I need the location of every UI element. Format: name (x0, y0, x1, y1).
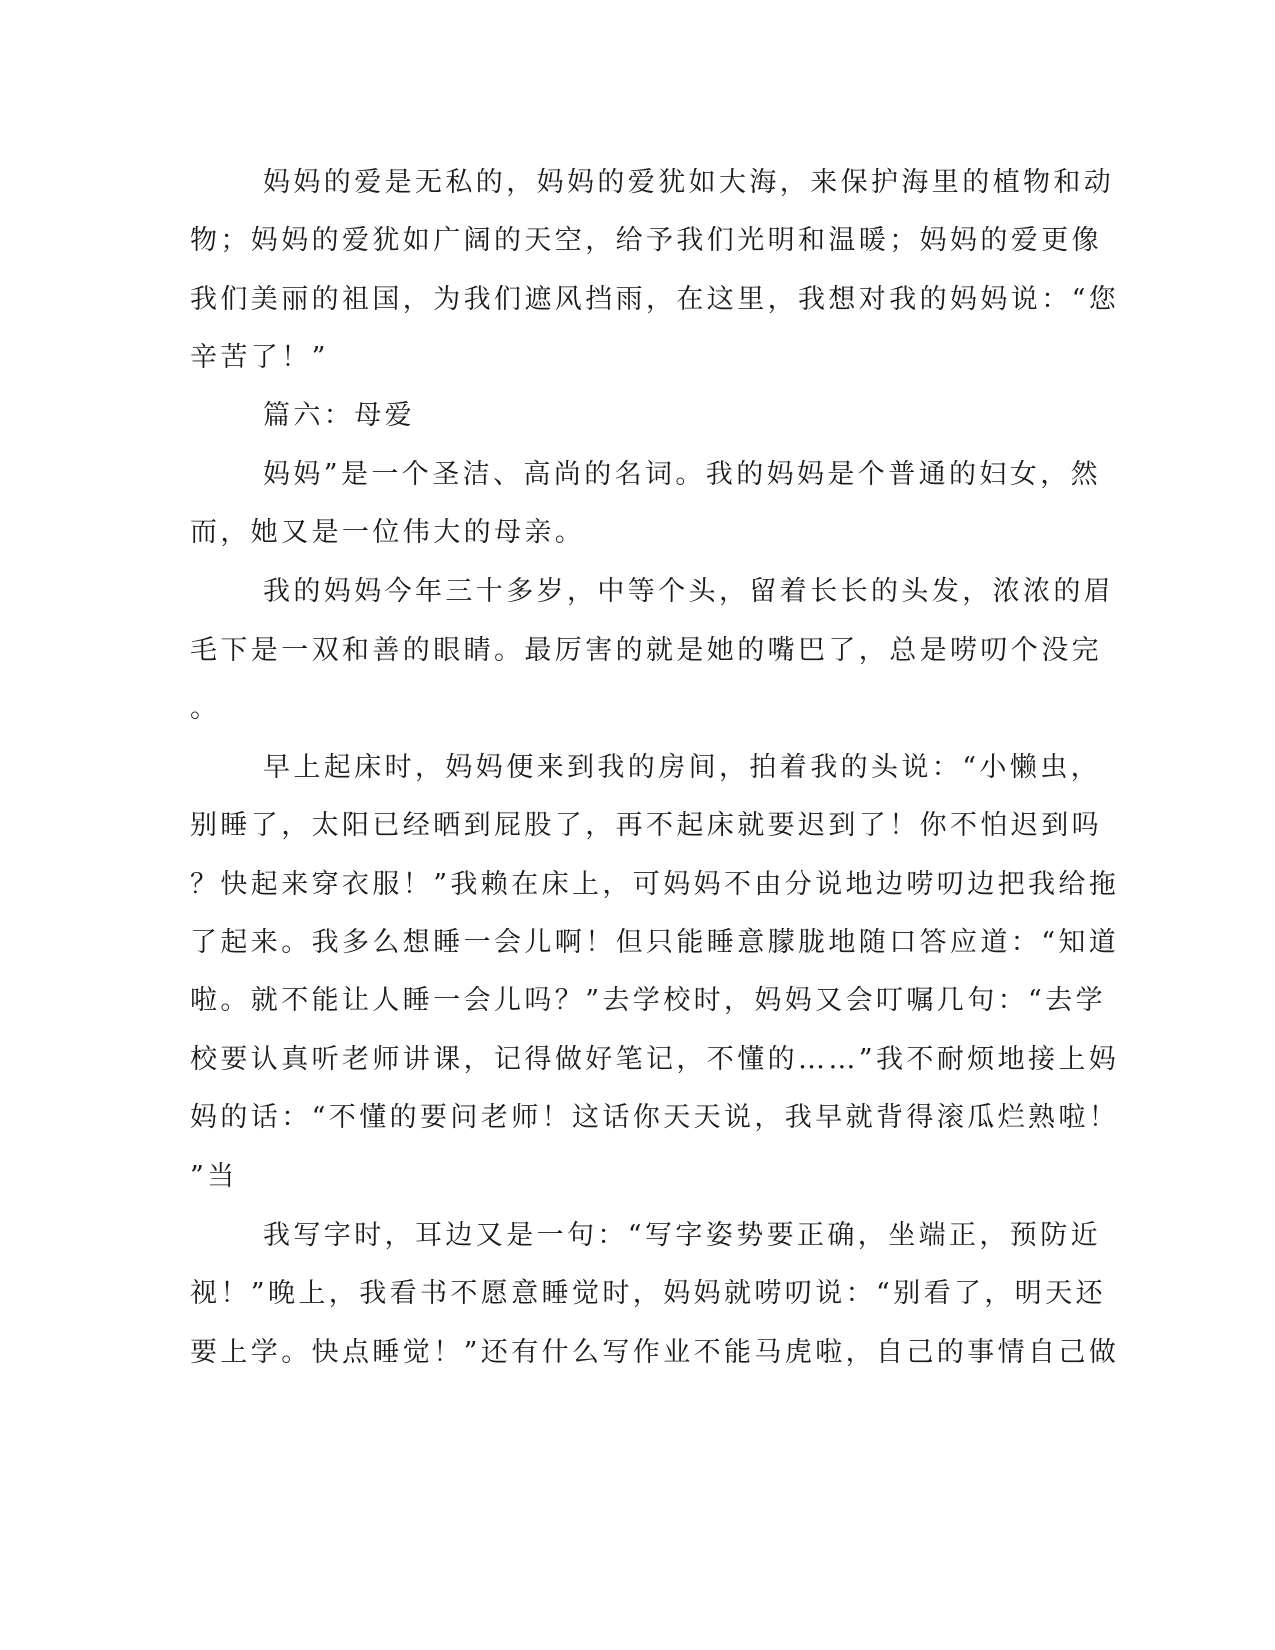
text-line: 妈妈”是一个圣洁、高尚的名词。我的妈妈是个普通的妇女，然 (263, 459, 1102, 490)
text-line: 了起来。我多么想睡一会儿啊！但只能睡意朦胧地随口答应道：“知道 (190, 927, 1120, 958)
section-heading: 篇六：母爱 (263, 400, 415, 431)
text-line: 物；妈妈的爱犹如广阔的天空，给予我们光明和温暖；妈妈的爱更像 (190, 225, 1102, 256)
text-line: 妈的话：“不懂的要问老师！这话你天天说，我早就背得滚瓜烂熟啦！ (190, 1102, 1120, 1133)
text-line: 啦。就不能让人睡一会儿吗？”去学校时，妈妈又会叮嘱几句：“去学 (190, 985, 1107, 1016)
text-line: 而，她又是一位伟大的母亲。 (190, 517, 586, 548)
text-line: 校要认真听老师讲课，记得做好笔记，不懂的……”我不耐烦地接上妈 (190, 1044, 1120, 1075)
text-line: 早上起床时，妈妈便来到我的房间，拍着我的头说：“小懒虫， (263, 752, 1102, 783)
text-line: ”当 (190, 1161, 238, 1192)
text-line: 我写字时，耳边又是一句：“写字姿势要正确，坐端正，预防近 (263, 1220, 1102, 1251)
text-line: 。 (190, 693, 221, 724)
text-line: 毛下是一双和善的眼睛。最厉害的就是她的嘴巴了，总是唠叨个没完 (190, 635, 1102, 666)
text-line: 妈妈的爱是无私的，妈妈的爱犹如大海，来保护海里的植物和动 (263, 167, 1115, 198)
text-line: 别睡了，太阳已经晒到屁股了，再不起床就要迟到了！你不怕迟到吗 (190, 810, 1102, 841)
text-line: 辛苦了！” (190, 342, 329, 373)
text-line: 视！”晚上，我看书不愿意睡觉时，妈妈就唠叨说：“别看了，明天还 (190, 1278, 1107, 1309)
text-line: 要上学。快点睡觉！”还有什么写作业不能马虎啦，自己的事情自己做 (190, 1337, 1120, 1368)
text-line: 我们美丽的祖国，为我们遮风挡雨，在这里，我想对我的妈妈说：“您 (190, 284, 1120, 315)
text-line: 我的妈妈今年三十多岁，中等个头，留着长长的头发，浓浓的眉 (263, 576, 1115, 607)
text-line: ？快起来穿衣服！”我赖在床上，可妈妈不由分说地边唠叨边把我给拖 (190, 869, 1120, 900)
